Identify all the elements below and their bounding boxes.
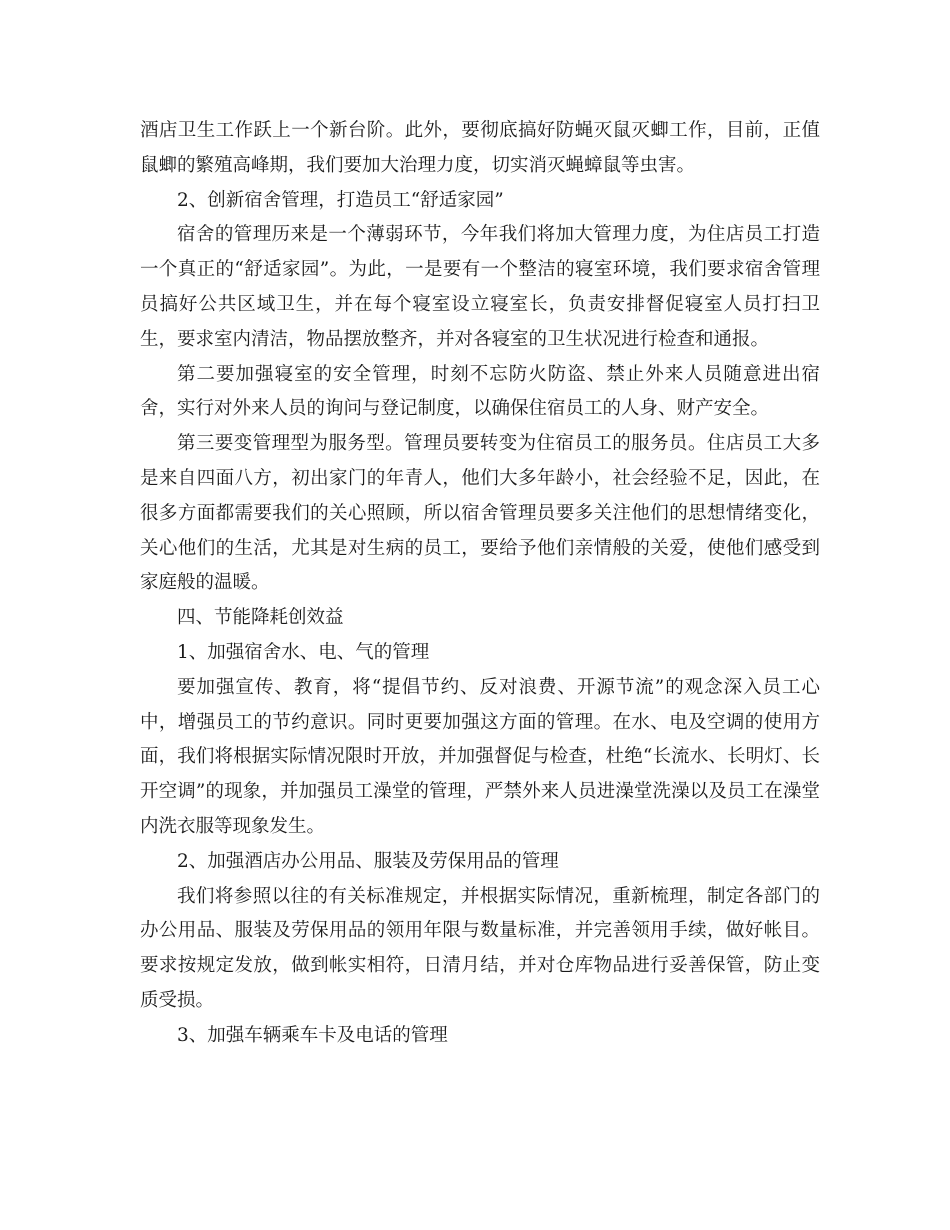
paragraph-dormitory-safety: 第二要加强寝室的安全管理，时刻不忘防火防盗、禁止外来人员随意进出宿舍，实行对外来人员的询问与登记制度，以确保住宿员工的人身、财产安全。 — [140, 363, 820, 420]
paragraph-supplies: 我们将参照以往的有关标准规定，并根据实际情况，重新梳理，制定各部门的办公用品、服装及劳保用品的领用年限与数量标准，并完善领用手续，做好帐目。要求按规定发放，做到帐实相符，日清月结，并对仓库物品进行妥善保管，防止变质受损。 — [140, 885, 820, 1011]
section-heading-utilities: 1、加强宿舍水、电、气的管理 — [177, 641, 430, 663]
paragraph-dormitory-service: 第三要变管理型为服务型。管理员要转变为住宿员工的服务员。住店员工大多是来自四面八方，初出家门的年青人，他们大多年龄小，社会经验不足，因此，在很多方面都需要我们的关心照顾，所以宿舍管理员要多关注他们的思想情绪变化，关心他们的生活，尤其是对生病的员工，要给予他们亲情般的关爱，使他们感受到家庭般的温暖。 — [140, 433, 820, 594]
document-body — [140, 114, 820, 1054]
chapter-heading-energy: 四、节能降耗创效益 — [177, 607, 344, 629]
section-heading-supplies: 2、加强酒店办公用品、服装及劳保用品的管理 — [177, 850, 559, 872]
paragraph-dormitory-intro: 宿舍的管理历来是一个薄弱环节，今年我们将加大管理力度，为住店员工打造一个真正的“舒适家园”。为此，一是要有一个整洁的寝室环境，我们要求宿舍管理员搞好公共区域卫生，并在每个寝室设立寝室长，负责安排督促寝室人员打扫卫生，要求室内清洁，物品摆放整齐，并对各寝室的卫生状况进行检查和通报。 — [140, 224, 820, 350]
paragraph-utilities: 要加强宣传、教育，将“提倡节约、反对浪费、开源节流”的观念深入员工心中，增强员工的节约意识。同时更要加强这方面的管理。在水、电及空调的使用方面，我们将根据实际情况限时开放，并加强督促与检查，杜绝“长流水、长明灯、长开空调”的现象，并加强员工澡堂的管理，严禁外来人员进澡堂洗澡以及员工在澡堂内洗衣服等现象发生。 — [140, 676, 820, 837]
section-heading-vehicles: 3、加强车辆乘车卡及电话的管理 — [177, 1024, 448, 1046]
paragraph-continuation: 酒店卫生工作跃上一个新台阶。此外，要彻底搞好防蝇灭鼠灭蝍工作，目前，正值鼠蝍的繁殖高峰期，我们要加大治理力度，切实消灭蝇蟑鼠等虫害。 — [140, 120, 820, 176]
section-heading-dormitory: 2、创新宿舍管理，打造员工“舒适家园” — [177, 189, 504, 211]
